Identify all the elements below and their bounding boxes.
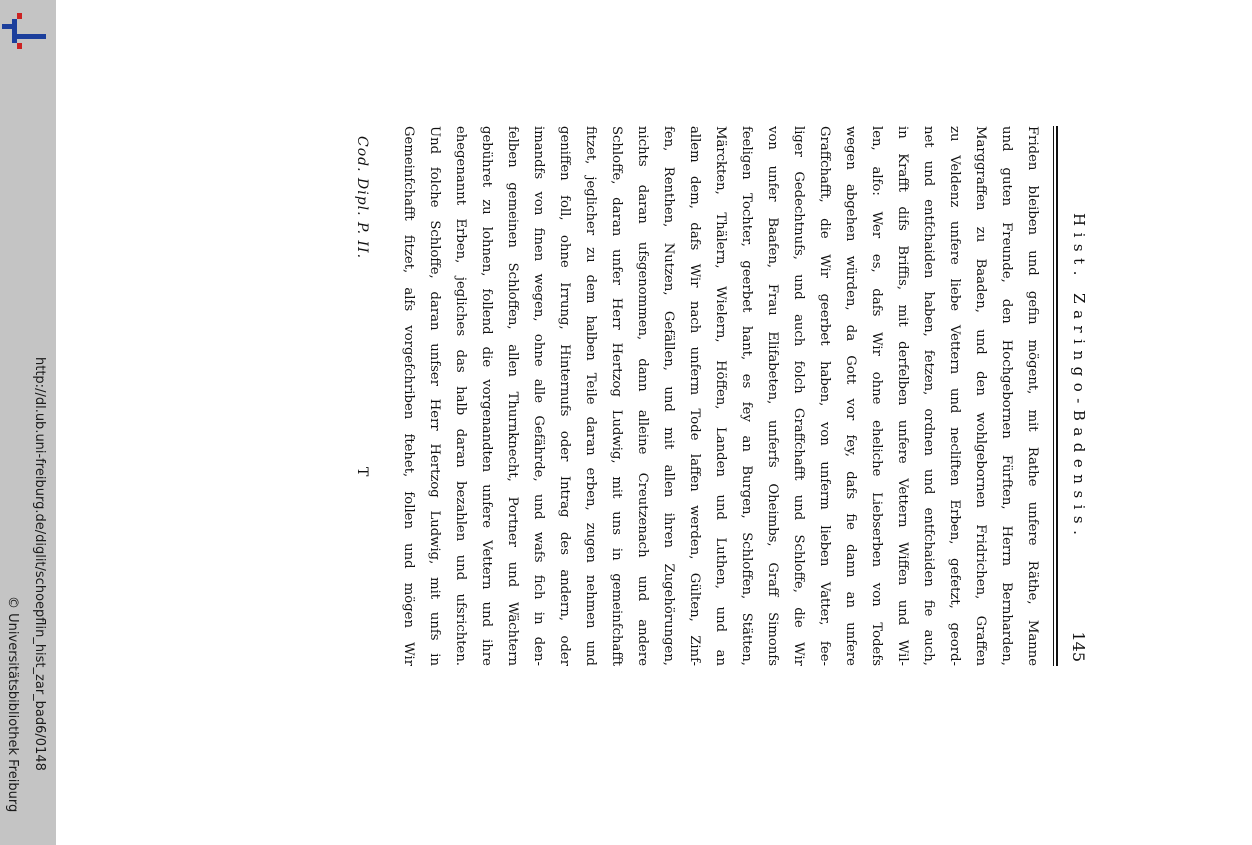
- sidebar: [0, 0, 56, 845]
- text-line: nichts daran ufsgenommen, dann alleine Creutzenach und andere: [635, 126, 650, 666]
- text-line: Marggraffen zu Baaden, und den wohlgebornen Fridrichen, Graffen: [973, 126, 988, 666]
- text-line: feeligen Tochter, geerbet hant, es fey an Burgen, Schloffen, Stätten,: [739, 126, 754, 666]
- header-rule: [1056, 126, 1058, 666]
- text-line: Und folche Schloffe, daran unfser Herr Hertzog Ludwig, mit unfs in: [427, 126, 442, 666]
- text-line: wegen abgehen würden, da Gott vor fey, dafs fie dann an unfere: [843, 126, 858, 666]
- text-line: fen, Renthen, Nutzen, Gefällen, und mit allen ihren Zugehörungen,: [661, 126, 676, 666]
- source-note: Cod. Dipl. P. II.: [354, 136, 370, 260]
- text-line: fitzet, jeglicher zu dem halben Teile daran erben, zugen nehmen und: [583, 126, 598, 666]
- copyright-notice: © Universitätsbibliothek Freiburg: [5, 596, 20, 813]
- text-line: Gemeinfchafft fitzet, alfs vorgefchriben ftehet, follen und mögen Wir: [401, 126, 416, 666]
- text-line: von unfer Baafen, Frau Elifabeten, unferfs Oheimbs, Graff Simonfs: [765, 126, 780, 666]
- text-line: in Krafft difs Briffis, mit derfelben unfere Vettern Wiffen und Wil-: [895, 126, 910, 666]
- header-rule-thin: [1053, 126, 1054, 666]
- text-line: gebühret zu lohnen, follend die vorgenandten unfere Vettern und ihre: [479, 126, 494, 666]
- text-line: zu Veldenz unfere liebe Vettern und necliften Erben, gefetzt, geord-: [947, 126, 962, 666]
- running-title: Hist. Zaringo-Badensis.: [1070, 213, 1088, 542]
- running-head: [1064, 118, 1088, 668]
- page-number: 145: [1069, 631, 1088, 662]
- text-line: ehegenannt Erben, jegliches das halb daran bezahlen und ufsrichten.: [453, 126, 468, 666]
- library-logo-icon: [2, 10, 46, 52]
- text-line: Märckten, Thälern, Wielern, Höffen, Landen und Luthen, und an: [713, 126, 728, 666]
- text-line: liger Gedechtnufs, und auch folch Graffchafft und Schloffe, die Wir: [791, 126, 806, 666]
- text-line: allem dem, dafs Wir nach unferm Tode laffen werden, Gülten, Zinf-: [687, 126, 702, 666]
- text-line: Friden bleiben und gefin mögent, mit Rathe unfere Räthe, Manne: [1025, 126, 1040, 666]
- text-line: Schloffe, daran unfer Herr Hertzog Ludwig, mit uns in gemeinfchafft: [609, 126, 624, 666]
- text-line: len, alfo: Wer es, dafs Wir ohne eheliche Liebserben von Todefs: [869, 126, 884, 666]
- body-text: [395, 126, 1045, 666]
- text-line: geniffen foll, ohne Irrung, Hinternufs oder Intrag des andern, oder: [557, 126, 572, 666]
- text-line: imandfs von finen wegen, ohne alle Gefährde, und wafs fich in den-: [531, 126, 546, 666]
- document-page: [354, 118, 1094, 668]
- catchword: T: [354, 467, 370, 477]
- text-line: felben gemeinen Schloffen, allen Thurnknecht, Portner und Wächtern: [505, 126, 520, 666]
- page-footer: [336, 118, 370, 668]
- text-line: und guten Freunde, den Hochgebornen Fürften, Herrn Bernharden,: [999, 126, 1014, 666]
- text-line: net und entfchaiden haben, fetzen, ordnen und entfchaiden fie auch,: [921, 126, 936, 666]
- source-url[interactable]: http://dl.ub.uni-freiburg.de/diglit/schoepflin_hist_zar_bad6/0148: [32, 357, 47, 771]
- text-line: Graffchafft, die Wir geerbet haben, von unferm lieben Vatter, fee-: [817, 126, 832, 666]
- document-scan: [354, 118, 1094, 668]
